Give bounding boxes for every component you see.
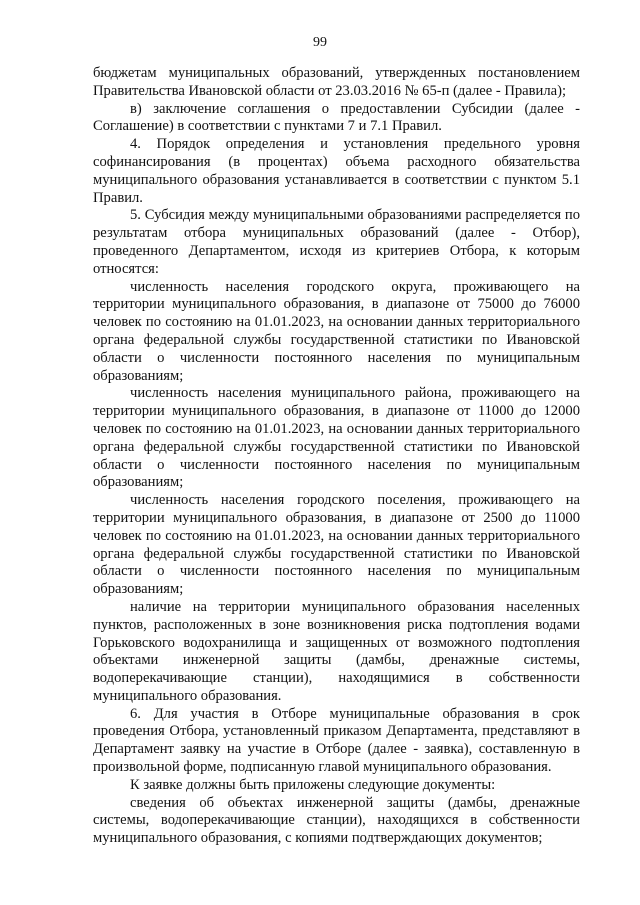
- paragraph: бюджетам муниципальных образований, утвержденных постановлением Правительства Ивановской области от 23.03.2016 № 65-п (далее - Правила);: [93, 65, 580, 99]
- paragraph: наличие на территории муниципального образования населенных пунктов, расположенных в зоне возникновения риска подтопления водами Горьковского водохранилища и защищенных от возможного подтопления объектами инженерной защиты (дамбы, дренажные системы, водоперекачивающие станции), находящимися в собственности муниципального образования.: [93, 598, 580, 704]
- paragraph: численность населения городского округа, проживающего на территории муниципального образования, в диапазоне от 75000 до 76000 человек по состоянию на 01.01.2023, на основании данных территориального органа федеральной службы государственной статистики по Ивановской области о численности постоянного населения по муниципальным образованиям;: [93, 278, 580, 384]
- paragraph: сведения об объектах инженерной защиты (дамбы, дренажные системы, водоперекачивающие станции), находящихся в собственности муниципального образования, с копиями подтверждающих документов;: [93, 794, 580, 847]
- document-body: [93, 65, 580, 848]
- paragraph: 6. Для участия в Отборе муниципальные образования в срок проведения Отбора, установленный приказом Департамента, представляют в Департамент заявку на участие в Отборе (далее - заявка), составленную в произвольной форме, подписанную главой муниципального образования.: [93, 705, 580, 776]
- paragraph: 5. Субсидия между муниципальными образованиями распределяется по результатам отбора муниципальных образований (далее - Отбор), проведенного Департаментом, исходя из критериев Отбора, к которым относятся:: [93, 207, 580, 277]
- paragraph: К заявке должны быть приложены следующие документы:: [130, 776, 496, 793]
- paragraph: численность населения муниципального района, проживающего на территории муниципального образования, в диапазоне от 11000 до 12000 человек по состоянию на 01.01.2023, на основании данных территориального органа федеральной службы государственной статистики по Ивановской области о численности постоянного населения по муниципальным образованиям;: [93, 385, 580, 491]
- paragraph: 4. Порядок определения и установления предельного уровня софинансирования (в процентах) объема расходного обязательства муниципального образования устанавливается в соответствии с пунктом 5.1 Правил.: [93, 136, 580, 206]
- page-number: 99: [313, 35, 327, 50]
- paragraph: в) заключение соглашения о предоставлении Субсидии (далее - Соглашение) в соответствии с пунктами 7 и 7.1 Правил.: [93, 100, 580, 135]
- paragraph: численность населения городского поселения, проживающего на территории муниципального образования, в диапазоне от 2500 до 11000 человек по состоянию на 01.01.2023, на основании данных территориального органа федеральной службы государственной статистики по Ивановской области о численности постоянного населения по муниципальным образованиям;: [93, 492, 580, 598]
